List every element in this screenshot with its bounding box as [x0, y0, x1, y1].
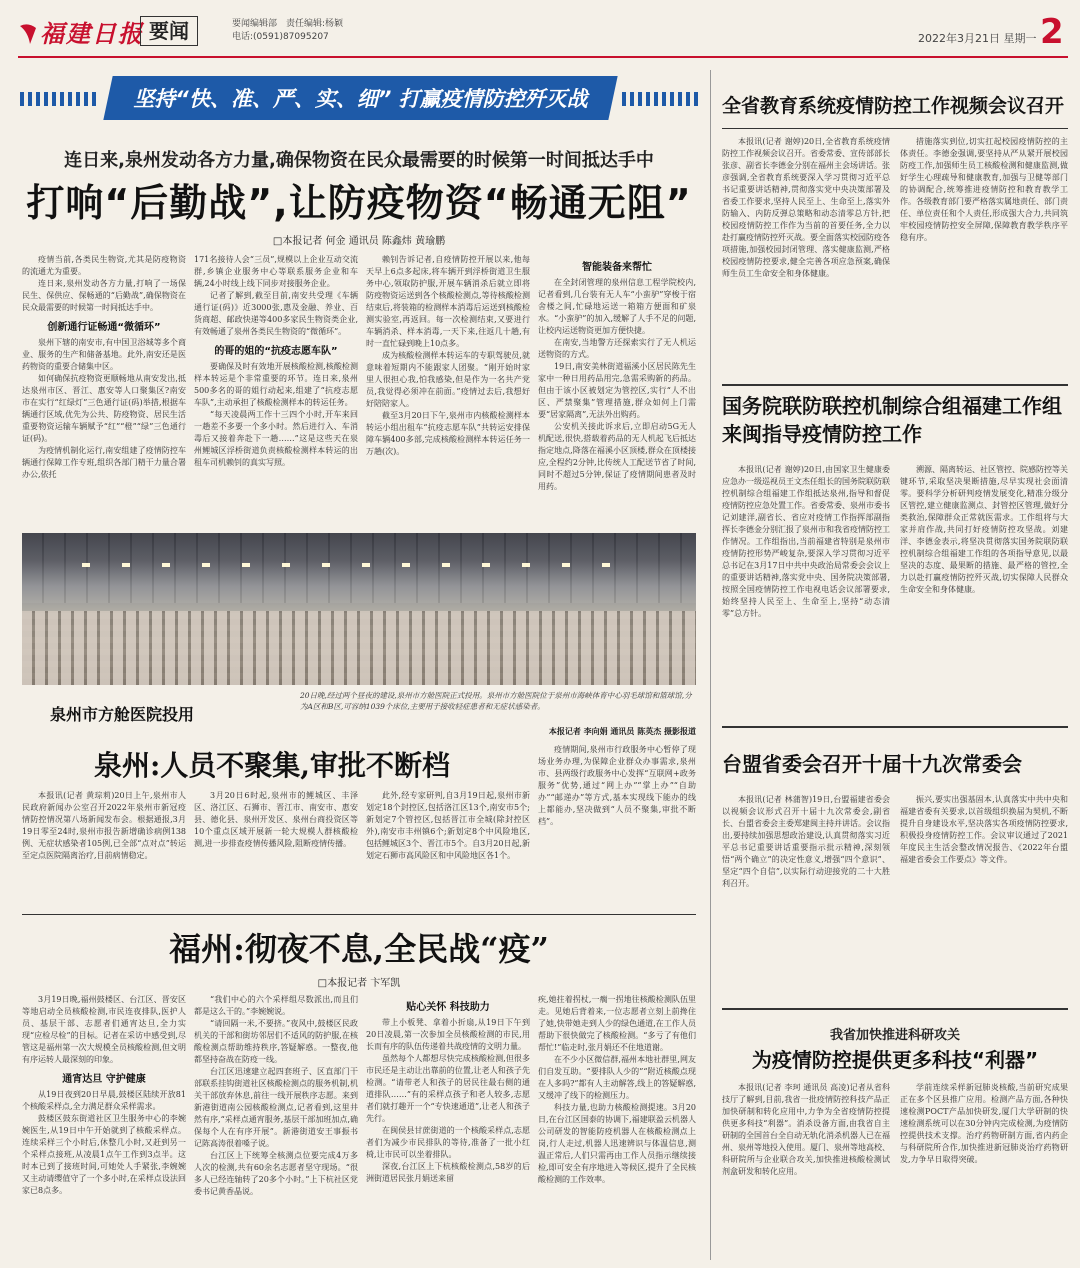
lead-column-3 [366, 254, 530, 528]
education-meeting-column-1: 本报讯(记者 谢婷)20日,全省教育系统疫情防控工作视频会议召开。省委常委、宣传部部长张彦、副省长李德金分别在福州主会场讲话。张彦强调,全省教育系统要深入学习贯彻习近平总书记重要讲话精神,贯彻落实党中央决策部署及省委工作要求,坚持人民至上、生命至上,落实外防输入、内防反弹总策略和动态清零总方针,把校园疫情防控工作作为当前的首要任务,全力以赴打赢疫情防控歼灭战。要全面落实校园防疫各项措施,加强校园封闭管理、落实健康监测,严格校园疫情防控要求,健全完善各项应急预案,确保师生员工生命安全和身体健康。 [722, 137, 890, 278]
paragraph: 在不少小区微信群,福州本地社群里,网友们自发互助。“要排队人少的”“附近核酸点现在人多吗?”都有人主动解答,线上的答疑解惑,又缓冲了线下的检测压力。 [538, 1055, 696, 1100]
newspaper-logo-icon [18, 22, 38, 46]
lead-column-4 [538, 254, 696, 528]
subheading: 贴心关怀 科技助力 [406, 1002, 490, 1013]
paragraph: 在全封闭管理的泉州信息工程学院校内,记者看到,几台装有无人车“小蛮驴”穿梭于宿舍楼之间,忙碌地运送一箱箱方便面和矿泉水。“小蛮驴”的加入,缓解了人手不足的问题,让校内运送物资更加方便快捷。 [538, 278, 696, 335]
banner-stripe-left [20, 92, 100, 106]
photo-caption: 20日晚,经过两个昼夜的建设,泉州市方舱医院正式投用。泉州市方舱医院位于泉州市海峡体育中心羽毛球馆和篮球馆,分为A区和B区,可容纳1039个床位,主要用于接收轻症患者和无症状感染者。 [300, 691, 692, 711]
photo-credit: 本报记者 李向娟 通讯员 陈英杰 摄影报道 [548, 727, 696, 736]
paragraph: 疫情当前,各类民生物资,尤其是防疫物资的流通尤为重要。 [22, 255, 186, 276]
paragraph: 台江区迅速建立起四套班子、区直部门干部联系挂钩街道社区核酸检测点的服务机制,机关干部放弃休息,前往一线开展秩序志愿。来到新港街道南公园核酸检测点,记者看到,这里井然有序,“采样点通宵服务,基层干部加班加点,确保每个人在有序开展”。新港街道安王事振书记陈高涛很着嗓子说。 [194, 1067, 358, 1148]
subheading: 智能装备来帮忙 [582, 262, 652, 273]
divider [22, 914, 696, 915]
taimeng-column-1: 本报讯(记者 林蒲智)19日,台盟福建省委会以视频会议形式召开十届十九次常委会,副省长、台盟省委会主委郑建闽主持并讲话。会议指出,要持续加强思想政治建设,认真贯彻落实习近平总书记重要讲话重要指示批示精神,深刻领悟“两个确立”的决定性意义,增强“四个意识”、坚定“四个自信”,以实际行动迎接党的二十大胜利召开。 [722, 795, 890, 888]
masthead [0, 0, 1080, 58]
paragraph: 疾,她拄着拐杖,一瘸一拐地往核酸检测队伍里走。见她后背着来,一位志愿者立刻上前搀住了她,快带她走到人少的绿色通道,在工作人员帮助下很快做完了核酸检测。“多亏了有他们帮忙!”临走时,张月娟还不住地道谢。 [538, 995, 696, 1052]
paragraph: 在南安,当地警方还探索实行了无人机运送物资的方式。 [538, 338, 696, 359]
tech-column-1: 本报讯(记者 李珂 通讯员 高凌)记者从省科技厅了解到,目前,我省一批疫情防控科技产品正加快研制和转化应用中,力争为全省疫情防控提供更多科技“利器”。消杀设备方面,由我省自主研制的全国首台全自动无轨化消杀机器人已在福州、泉州等地投入使用。厦门、泉州等地高校、科研院所与企业联合攻关,加快推进核酸检测试剂盒研发和转化应用。 [722, 1083, 890, 1176]
fuzhou-column-1 [22, 994, 186, 1258]
taimeng-headline: 台盟省委会召开十届十九次常委会 [722, 752, 1022, 776]
banner-stripe-right [622, 92, 700, 106]
paragraph: 鼓楼区鼓东街道社区卫生服务中心的李婉婉医生,从19日中午开始就到了核酸采样点。连续采样三个小时后,休整几小时,又赶到另一个采样点接班,从凌晨1点午工作到3点半。这时本已到了接班时间,可她处人手紧张,李婉婉又主动请缨值守了一个多小时,在采样点设法回家已8点多。 [22, 1114, 186, 1195]
photo-beds [22, 611, 696, 685]
column-divider [710, 70, 711, 1260]
paragraph: “请回隔一米,不要挤。”夜风中,鼓楼区民政机关的干部和街坊邻居们不适风的防护服,在核酸检测点帮助维持秩序,答疑解惑。一整夜,他都坚持奋战在防疫一线。 [194, 1019, 358, 1064]
paragraph: 成为核酸检测样本转运车的专职驾驶员,就意味着短期内不能跟家人团聚。“刚开始时家里人很担心我,怕我感染,但是作为一名共产党员,我觉得必须冲在前面。”疫情过去后,我想好好陪陪家人。 [366, 351, 530, 408]
paragraph: “我们中心的六个采样组尽数派出,而且们都是这么干的。”李婉婉说。 [194, 995, 358, 1016]
education-meeting-column-2: 措施落实到位,切实扛起校园疫情防控的主体责任。李德金强调,要坚持从严从紧开展校园防疫工作,加强师生员工核酸检测和健康监测,做好学生心理疏导和健康教育,加强与卫健等部门的协调配合,统筹推进疫情防控和教育教学工作。各级教育部门要严格落实属地责任、部门责任、单位责任和个人责任,形成强大合力,共同筑牢校园疫情防控安全屏障,保障教育教学秩序平稳有序。 [900, 137, 1068, 242]
theme-banner [20, 74, 700, 124]
subheading: 通宵达旦 守护健康 [62, 1074, 146, 1085]
tech-kicker: 我省加快推进科研攻关 [829, 1028, 960, 1042]
fuzhou-column-2 [194, 994, 358, 1258]
paragraph: 深夜,台江区上下杭核酸检测点,58岁的后洲街道居民张月娟送来留 [366, 1162, 530, 1183]
photo-lights [82, 563, 642, 567]
paragraph: 赖钊告诉记者,自疫情防控开展以来,他每天早上6点多起床,将车辆开到浮桥街道卫生服务中心,领取防护服,开展车辆消杀后就立即将防疫物资运送到各个核酸检测点,等待核酸检测结束后,将装箱的检测样本消毒后运送到核酸检测实验室,再返回。每一次检测结束,又要进行车辆消杀、样本消毒,一天下来,往返几十趟,有时一直忙碌到晚上10点多。 [366, 255, 530, 348]
photo-roof [22, 533, 696, 603]
quanzhou-column-1: 本报讯(记者 黄琮莉)20日上午,泉州市人民政府新闻办公室召开2022年泉州市新冠疫情防控情况第八场新闻发布会。根据通报,3月19日零至24时,泉州市报告新增确诊病例138例、无症状感染者105例,已全部“点对点”转运至定点医院隔离治疗,目前病情稳定。 [22, 791, 186, 860]
paragraph: 泉州下辖的南安市,有中国卫浴城等多个商业、服务的生产和储备基地。此外,南安还是医药物资的重要合储集中区。 [22, 338, 186, 371]
phone-line: 电话:(0591)87095207 [232, 32, 329, 42]
taimeng-column-2: 振兴,要实出强基固本,认真落实中共中央和福建省委有关要求,以首级组织换届为契机,不断提升自身建设水平,坚决落实各项疫情防控要求,积极投身疫情防控工作。会议审议通过了2021年度民主生活会整改情况报告、《2022年台盟福建省委会工作要点》等文件。 [900, 795, 1068, 864]
masthead-rule [18, 56, 1068, 58]
paragraph: 171名接待人会“三员”,规模以上企业互动交流群,乡镇企业服务中心等联系服务企业和车辆,24小时线上线下同步对接服务企业。 [194, 255, 358, 288]
field-hospital-photo [22, 533, 696, 685]
paragraph: 虽然每个人都想尽快完成核酸检测,但很多市民还是主动让出靠前的位置,让老人和孩子先检测。“请带老人和孩子的居民往最右侧的通道排队……”有的采样点孩子和老人较多,志愿者们就打趣开一个“专快速通道”,让老人和孩子先行。 [366, 1054, 530, 1123]
divider [722, 384, 1068, 386]
quanzhou-column-3: 此外,经专家研判,自3月19日起,泉州市新划定18个封控区,包括洛江区13个,南安市5个;新划定7个管控区,包括晋江市全城(除封控区外),南安市丰州镇6个;新划定8个中风险地区,包括鲤城区3个、晋江市5个。自3月20日起,新划定石狮市高风险区和中风险地区各1个。 [366, 791, 530, 860]
state-council-column-2: 溯源、隔离转运、社区管控、院感防控等关键环节,采取坚决果断措施,尽早实现社会面清零。要科学分析研判疫情发展变化,精准分级分区管控,建立健康监测点、封管控区管理,做好分类救治,保障群众正常就医需求。工作组将与大家并肩作战,共同打好疫情防控攻坚战。刘建洋、李德金表示,将坚决贯彻落实国务院联防联控机制综合组福建工作组的各项指导意见,以最坚决的态度、最果断的措施、最严格的管控,全力以赴打赢疫情防控歼灭战,切实保障人民群众生命安全和身体健康。 [900, 465, 1068, 594]
paragraph: 3月19日晚,福州鼓楼区、台江区、晋安区等地启动全员核酸检测,市民连夜排队,医护人员、基层干部、志愿者们通宵达旦,全力实现“应检尽检”的目标。记者在采访中感受到,尽管这是福州第一次大规模全员核酸检测,但文明有序运转人最深刻的印象。 [22, 995, 186, 1064]
quanzhou-column-4: 疫情期间,泉州市行政服务中心暂停了现场业务办理,为保障企业群众办事需求,泉州市、县两级行政服务中心发挥“互联网+政务服务”优势,通过“网上办”“掌上办”“自助办”“邮递办”等方式,基本实现线下能办的线上都能办,坚决做到“人员不聚集,审批不断档”。 [538, 745, 696, 826]
subheading: 的哥的姐的“抗疫志愿车队” [214, 346, 338, 357]
paragraph: 科技力量,也助力核酸检测提速。3月20日,在台江区国泰的协调下,福建联盈云机器人公司研发的智能防疫机器人在核酸检测点上岗,行人走过,机器人迅速辨识与体温信息,测温正常后,人们只需再由工作人员指示继续接检,即可安全有序地进入等候区,提升了全民核酸检测的工作效率。 [538, 1103, 696, 1184]
quanzhou-headline: 泉州:人员不聚集,审批不断档 [93, 749, 451, 782]
paragraph: 带上小板凳、拿着小折扇,从19日下午到20日凌晨,第一次参加全员核酸检测的市民,用长而有序的队伍传递着共战疫情的文明力量。 [366, 1018, 530, 1051]
education-meeting-headline: 全省教育系统疫情防控工作视频会议召开 [722, 95, 1065, 117]
paragraph: 记者了解到,截至目前,南安共受理《车辆通行证(码)》近3000张,惠及金融、养业、百货商超、邮政快递等400多家民生物资类企业,有效畅通了泉州各类民生物资的“微循环”。 [194, 291, 358, 336]
fuzhou-byline: □本报记者 卞军凯 [317, 978, 401, 988]
paragraph: 从19日夜到20日早晨,鼓楼区陆续开放81个核酸采样点,全力满足群众采样需求。 [22, 1090, 186, 1111]
page-number: 2 [1040, 12, 1064, 52]
tech-column-2: 学前连续采样新冠肺炎核酸,当前研究成果正在多个区县推广应用。检测产品方面,各种快速检测POCT产品加快研发,厦门大学研制的快速检测系统可以在30分钟内完成检测,为疫情防控提供技术支撑。治疗药物研制方面,省内药企与科研院所合作,加快推进新冠肺炎治疗药物研发,力争早日取得突破。 [900, 1083, 1068, 1164]
photo-title: 泉州市方舱医院投用 [50, 705, 195, 724]
lead-column-1 [22, 254, 186, 528]
editors-info [232, 18, 492, 44]
lead-headline: 打响“后勤战”,让防疫物资“畅通无阻” [26, 181, 692, 222]
divider [722, 1008, 1068, 1010]
quanzhou-column-2: 3月20日6时起,泉州市的鲤城区、丰泽区、洛江区、石狮市、晋江市、南安市、惠安县、德化县、泉州开发区、泉州台商投资区等10个重点区域开展新一轮大规模人群核酸检测,进一步排查疫情传播风险,阻断疫情传播。 [194, 791, 358, 848]
paragraph: 公安机关接此诉求后,立即启动5G无人机配送,很快,搭载着药品的无人机起飞后抵达指定地点,降落在福溪小区顶楼,群众在顶楼接应,全程约2分钟,比传统人工配送节省了时间,同时不超过5分钟,保证了疫情期间患者及时用药。 [538, 422, 696, 491]
state-council-column-1: 本报讯(记者 谢婷)20日,由国家卫生健康委应急办一级巡视员王文杰任组长的国务院联防联控机制综合组福建工作组抵达泉州,指导和督促疫情防控应急处置工作。省委常委、泉州市委书记刘建洋,副省长、省应对疫情工作指挥部副指挥长李德金分别汇报了泉州市和我省疫情防控工作情况。工作组指出,当前福建省特别是泉州市疫情防控形势严峻复杂,要深入学习贯彻习近平总书记在3月17日中共中央政治局常委会会议上的重要讲话精神,落实党中央、国务院决策部署,按照全国疫情防控工作电视电话会议部署要求,始终坚持人民至上、生命至上,坚持“动态清零”总方针。 [722, 465, 890, 618]
paragraph: 台江区上下统筹全核测点位要完成4万多人次的检测,共有60余名志愿者坚守现场。“很多人已经连轴转了20多个小时。”上下杭社区党委书记黄香晶说。 [194, 1151, 358, 1196]
divider [722, 128, 1068, 129]
lead-column-2 [194, 254, 358, 528]
tech-headline: 为疫情防控提供更多科技“利器” [751, 1048, 1039, 1072]
fuzhou-headline: 福州:彻夜不息,全民战“疫” [169, 930, 549, 968]
lead-kicker: 连日来,泉州发动各方力量,确保物资在民众最需要的时候第一时间抵达手中 [64, 150, 654, 170]
fuzhou-column-3 [366, 994, 530, 1258]
state-council-headline: 国务院联防联控机制综合组福建工作组来闽指导疫情防控工作 [722, 394, 1062, 446]
paragraph: 19日,南安美林街道福溪小区居民陈先生家中一种日用药品用完,急需采购新的药品。但由于该小区被划定为管控区,实行“人不出区、严禁聚集”管理措施,群众如何上门需要“居家隔离”,无法外出购药。 [538, 362, 696, 419]
paragraph: 要确保及时有效地开展核酸检测,核酸检测样本转运是个非常重要的环节。连日来,泉州500多名的哥的姐行动起来,组建了“抗疫志愿车队”,主动承担了核酸检测样本的转运任务。 [194, 362, 358, 407]
paragraph: 连日来,泉州发动各方力量,打响了一场保民生、保供应、保畅通的“后勤战”,确保物资在民众最需要的时候第一时间抵达手中。 [22, 279, 186, 312]
banner-title: 坚持“快、准、严、实、细” 打赢疫情防控歼灭战 [133, 87, 588, 111]
issue-date: 2022年3月21日 星期一 [918, 32, 1037, 45]
divider [722, 726, 1068, 728]
editors-line: 要闻编辑部 责任编辑:杨颖 [232, 19, 344, 29]
paragraph: 为疫情机制化运行,南安组建了疫情防控车辆通行保障工作专班,组织各部门精干力量合署办公,依托 [22, 446, 186, 479]
subheading: 创新通行证畅通“微循环” [47, 322, 161, 333]
paragraph: 截至3月20日下午,泉州市内核酸检测样本转运小组出租车“抗疫志愿车队”共转运安排保障车辆400多部,完成核酸检测样本转运任务一万趟(次)。 [366, 411, 530, 456]
paragraph: 如何确保抗疫物资更顺畅地从南安发出,抵达泉州市区、晋江、惠安等人口聚集区?南安市在实行“红绿灯”三色通行证(码)举措,根据车辆通行区域,优先为公共、防疫物资、居民生活重要物资运输车辆赋予“红”“橙”“绿”三色通行证(码)。 [22, 374, 186, 443]
fuzhou-column-4 [538, 994, 696, 1258]
paragraph: 在闽侯县甘蔗街道的一个核酸采样点,志愿者们为减少市民排队的等待,准备了一批小红椅,让市民可以坐着排队。 [366, 1126, 530, 1159]
paragraph: “每天凌晨两工作十三四个小时,开车来回一趟差不多要一个多小时。然后进行入、车消毒后又接着奔赴下一趟……”这是这些天在泉州鲤城区浮桥街道负责核酸检测样本转运的出租车司机赖钊的真实写照。 [194, 410, 358, 467]
lead-byline: □本报记者 何金 通讯员 陈鑫炜 黄瑜鹏 [272, 236, 446, 246]
newspaper-logo: 福建日报 [40, 20, 144, 48]
section-tag: 要闻 [140, 16, 198, 46]
